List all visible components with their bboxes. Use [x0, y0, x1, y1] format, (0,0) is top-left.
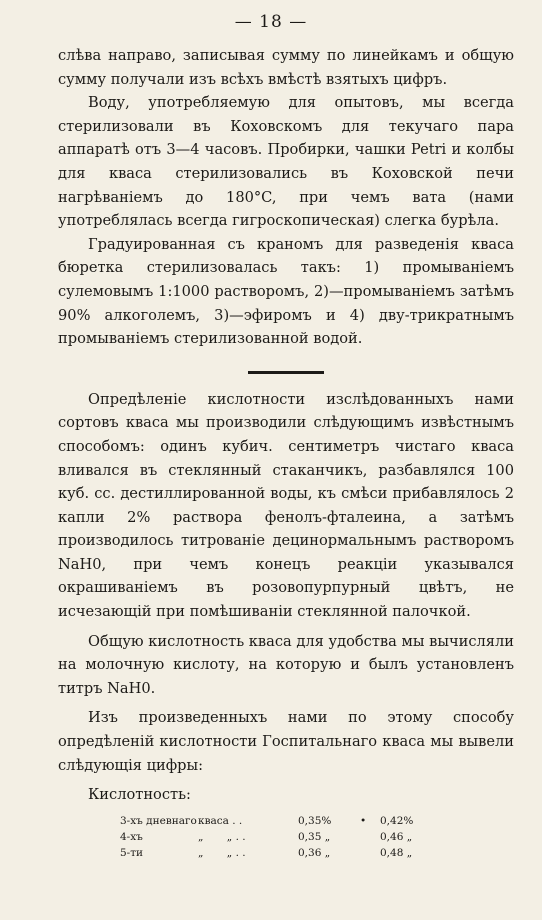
- section-divider: [248, 371, 324, 374]
- table-row: [120, 829, 440, 845]
- row-separator: •: [360, 814, 367, 827]
- acidity-table: [120, 813, 440, 861]
- row-label: 5-ти: [120, 846, 144, 859]
- row-value-max: 0,42%: [380, 814, 414, 827]
- paragraph-lactic-acid: Общую кислотность кваса для удобства мы вычисляли на молочную кислоту, на которую и былъ установленъ титръ NaH0.: [58, 632, 514, 697]
- row-value-max: 0,46 „: [380, 830, 413, 843]
- table-row: [120, 845, 440, 861]
- row-value-min: 0,35 „: [298, 830, 331, 843]
- row-kvass: „ „ . .: [198, 830, 246, 843]
- row-separator: [360, 829, 380, 845]
- row-kvass: „ „ . .: [198, 846, 246, 859]
- acidity-heading: Кислотность:: [88, 786, 191, 804]
- paragraph-burette-sterilization: Градуированная съ краномъ для разведенія кваса бюретка стерилизовалась такъ: 1) промываніемъ сулемовымъ 1:1000 растворомъ, 2)—промываніемъ затѣмъ 90% алкоголемъ, 3)—эфиромъ и 4) дву-трикратнымъ промываніемъ стерилизованной водой.: [58, 235, 514, 348]
- row-kvass: кваса . .: [198, 814, 243, 827]
- row-label: 3-хъ дневнаго: [120, 814, 197, 827]
- paragraph-acidity-method: Опредѣленіе кислотности изслѣдованныхъ нами сортовъ кваса мы производили слѣдующимъ извѣстнымъ способомъ: одинъ кубич. сентиметръ чистаго кваса вливался въ стеклянный стаканчикъ, разбавлялся 100 куб. сс. дестиллированной воды, къ смѣси прибавлялось 2 капли 2% раствора фенолъ-фталеина, а затѣмъ производилось титрованіе децинормальнымъ растворомъ NaH0, при чемъ конецъ реакціи указывался окрашиваніемъ въ розовопурпурный цвѣтъ, не исчезающій при помѣшиваніи стеклянной палочкой.: [58, 390, 514, 621]
- page-number: — 18 —: [234, 12, 308, 32]
- row-value-max: 0,48 „: [380, 846, 413, 859]
- row-value-min: 0,35%: [298, 814, 332, 827]
- paragraph-results-intro: Изъ произведенныхъ нами по этому способу опредѣленій кислотности Госпитальнаго кваса мы вывели слѣдующія цифры:: [58, 709, 514, 774]
- paragraph-continuation: слѣва направо, записывая сумму по линейкамъ и общую сумму получали изъ всѣхъ вмѣстѣ взятыхъ цифръ.: [58, 47, 514, 88]
- page-body: [58, 44, 514, 861]
- paragraph-water-sterilization: Воду, употребляемую для опытовъ, мы всегда стерилизовали въ Коховскомъ для текучаго пара аппаратѣ отъ 3—4 часовъ. Пробирки, чашки Petri и колбы для кваса стерилизовались въ Коховской печи нагрѣваніемъ до 180°C, при чемъ вата (нами употреблялась всегда гигроскопическая) слегка бурѣла.: [58, 94, 514, 230]
- row-separator: [360, 845, 380, 861]
- table-row: [120, 813, 440, 829]
- row-label: 4-хъ: [120, 830, 143, 843]
- row-value-min: 0,36 „: [298, 846, 331, 859]
